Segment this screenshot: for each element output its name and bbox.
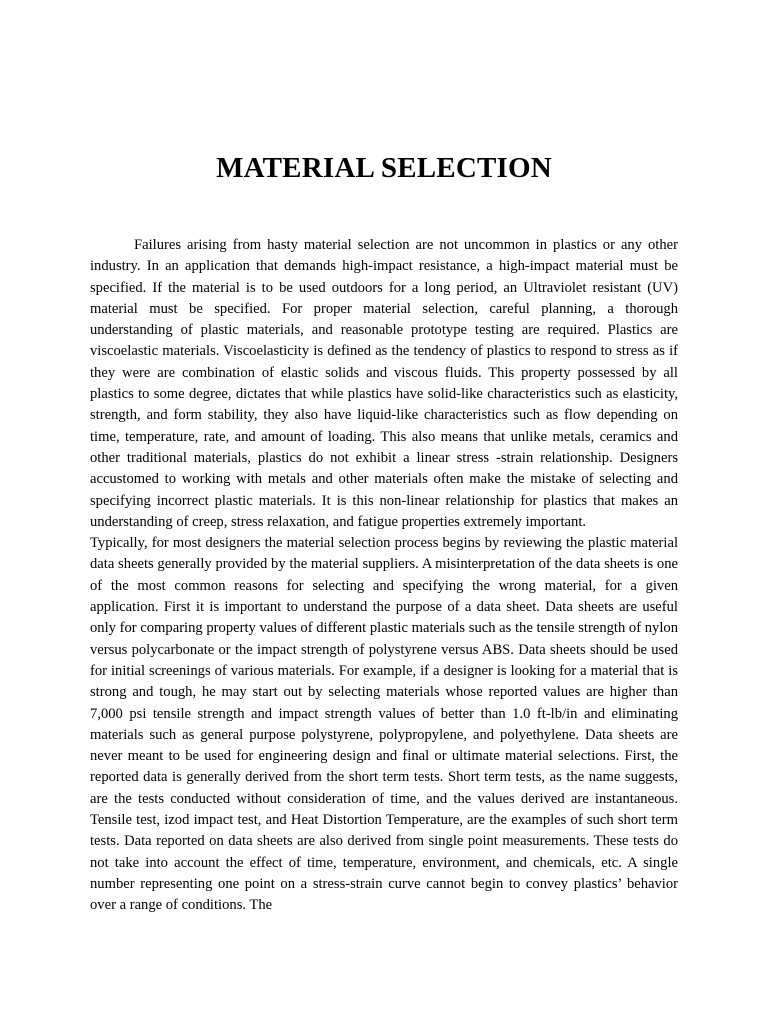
- paragraph-1: Failures arising from hasty material selection are not uncommon in plastics or any other industry. In an application that demands high-impact resistance, a high-impact material must be specified. If the material is to be used outdoors for a long period, an Ultraviolet resistant (UV) material must be specified. For proper material selection, careful planning, a thorough understanding of plastic materials, and reasonable prototype testing are required. Plastics are viscoelastic materials. Viscoelasticity is defined as the tendency of plastics to respond to stress as if they were are combination of elastic solids and viscous fluids. This property possessed by all plastics to some degree, dictates that while plastics have solid-like characteristics such as elasticity, strength, and form stability, they also have liquid-like characteristics such as flow depending on time, temperature, rate, and amount of loading. This also means that unlike metals, ceramics and other traditional materials, plastics do not exhibit a linear stress -strain relationship. Designers accustomed to working with metals and other materials often make the mistake of selecting and specifying incorrect plastic materials. It is this non-linear relationship for plastics that makes an understanding of creep, stress relaxation, and fatigue properties extremely important.: [90, 237, 678, 530]
- page-title: MATERIAL SELECTION: [216, 152, 552, 184]
- document-body: [90, 235, 678, 917]
- paragraph-2: Typically, for most designers the material selection process begins by reviewing the plastic material data sheets generally provided by the material suppliers. A misinterpretation of the data sheets is one of the most common reasons for selecting and specifying the wrong material, for a given application. First it is important to understand the purpose of a data sheet. Data sheets are useful only for comparing property values of different plastic materials such as the tensile strength of nylon versus polycarbonate or the impact strength of polystyrene versus ABS. Data sheets should be used for initial screenings of various materials. For example, if a designer is looking for a material that is strong and tough, he may start out by selecting materials whose reported values are higher than 7,000 psi tensile strength and impact strength values of better than 1.0 ft-lb/in and eliminating materials such as general purpose polystyrene, polypropylene, and polyethylene. Data sheets are never meant to be used for engineering design and final or ultimate material selections. First, the reported data is generally derived from the short term tests. Short term tests, as the name suggests, are the tests conducted without consideration of time, and the values derived are instantaneous. Tensile test, izod impact test, and Heat Distortion Temperature, are the examples of such short term tests. Data reported on data sheets are also derived from single point measurements. These tests do not take into account the effect of time, temperature, environment, and chemicals, etc. A single number representing one point on a stress-strain curve cannot begin to convey plastics’ behavior over a range of conditions. The: [90, 535, 678, 914]
